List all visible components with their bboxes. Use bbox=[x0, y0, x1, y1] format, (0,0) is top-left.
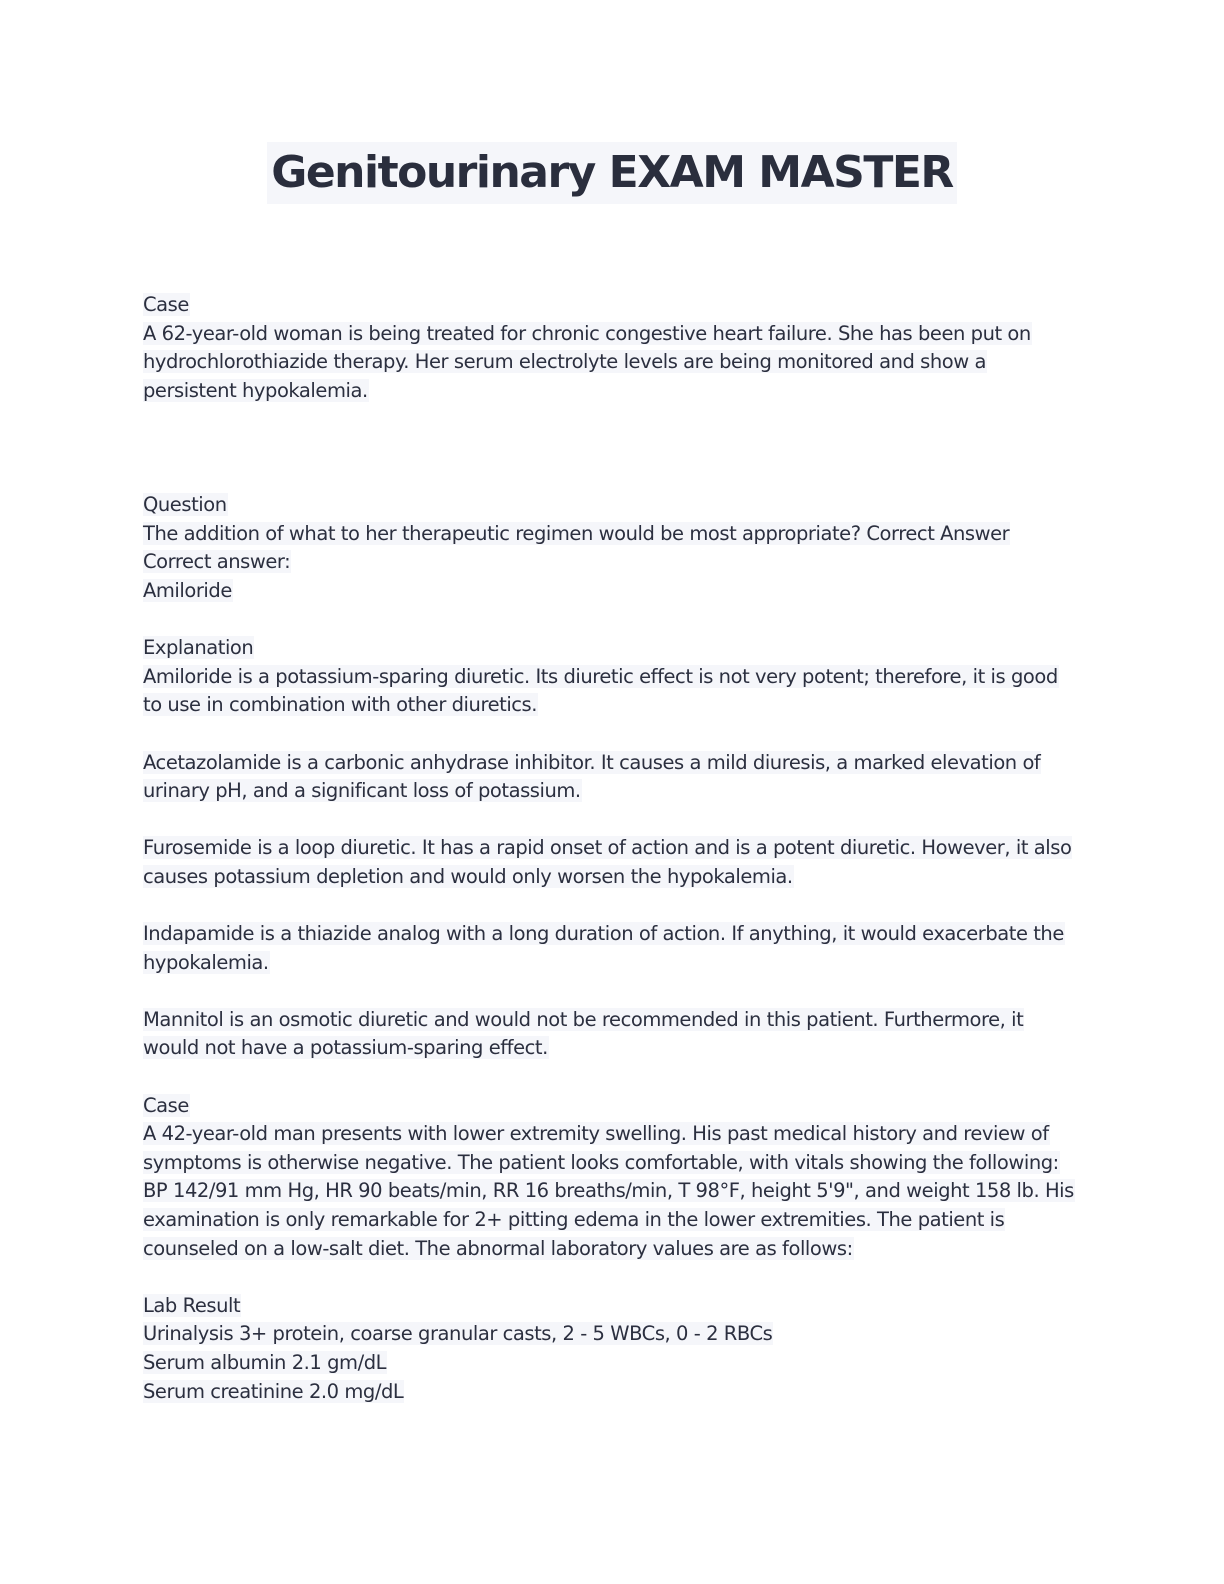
explanation-line: Indapamide is a thiazide analog with a long duration of action. If anything, it would exacerbate the bbox=[143, 922, 1064, 946]
explanation-line: Acetazolamide is a carbonic anhydrase inhibitor. It causes a mild diuresis, a marked elevation of bbox=[143, 750, 1041, 774]
case-text-line: BP 142/91 mm Hg, HR 90 beats/min, RR 16 breaths/min, T 98°F, height 5'9", and weight 158 lb. His bbox=[143, 1179, 1074, 1203]
explanation-line: Mannitol is an osmotic diuretic and would not be recommended in this patient. Furthermore, it bbox=[143, 1007, 1024, 1031]
case-label: Case bbox=[143, 1093, 189, 1117]
explanation-line: Amiloride is a potassium-sparing diuretic. Its diuretic effect is not very potent; therefore, it is good bbox=[143, 664, 1058, 688]
case-text-line: persistent hypokalemia. bbox=[143, 378, 368, 402]
explanation-paragraph bbox=[143, 663, 1083, 720]
case-section bbox=[143, 291, 1083, 405]
spacer bbox=[143, 405, 1083, 491]
case-text-line: hydrochlorothiazide therapy. Her serum electrolyte levels are being monitored and show a bbox=[143, 350, 987, 374]
case-text-line: A 62-year-old woman is being treated for chronic congestive heart failure. She has been put on bbox=[143, 321, 1031, 345]
correct-answer-label: Correct answer: bbox=[143, 550, 291, 574]
explanation-line: causes potassium depletion and would only worsen the hypokalemia. bbox=[143, 864, 793, 888]
spacer bbox=[143, 1263, 1083, 1292]
document-title: Genitourinary EXAM MASTER bbox=[267, 142, 957, 204]
case-text-line: symptoms is otherwise negative. The patient looks comfortable, with vitals showing the following: bbox=[143, 1150, 1059, 1174]
spacer bbox=[143, 806, 1083, 835]
explanation-paragraph bbox=[143, 834, 1083, 891]
lab-result-row: Serum creatinine 2.0 mg/dL bbox=[143, 1379, 404, 1403]
title-block bbox=[0, 142, 1224, 204]
case-label: Case bbox=[143, 293, 189, 316]
question-label: Question bbox=[143, 493, 227, 517]
correct-answer: Amiloride bbox=[143, 578, 232, 602]
question-section bbox=[143, 491, 1083, 605]
lab-results-header: Lab Result bbox=[143, 1293, 241, 1317]
spacer bbox=[143, 606, 1083, 635]
explanation-line: hypokalemia. bbox=[143, 950, 269, 974]
explanation-line: urinary pH, and a significant loss of potassium. bbox=[143, 779, 581, 803]
document-body bbox=[143, 291, 1083, 1406]
explanation-line: would not have a potassium-sparing effect. bbox=[143, 1036, 548, 1060]
lab-results-section bbox=[143, 1292, 1083, 1406]
explanation-paragraph bbox=[143, 749, 1083, 806]
case-text-line: counseled on a low-salt diet. The abnormal laboratory values are as follows: bbox=[143, 1236, 853, 1260]
case-text-line: examination is only remarkable for 2+ pitting edema in the lower extremities. The patient is bbox=[143, 1208, 1005, 1232]
lab-result-row: Serum albumin 2.1 gm/dL bbox=[143, 1350, 387, 1374]
question-text: The addition of what to her therapeutic regimen would be most appropriate? Correct Answer bbox=[143, 521, 1010, 545]
explanation-line: Furosemide is a loop diuretic. It has a rapid onset of action and is a potent diuretic. However, it also bbox=[143, 836, 1072, 860]
explanation-line: to use in combination with other diuretics. bbox=[143, 693, 538, 717]
explanation-paragraph bbox=[143, 920, 1083, 977]
spacer bbox=[143, 720, 1083, 749]
case-text-line: A 42-year-old man presents with lower extremity swelling. His past medical history and review of bbox=[143, 1122, 1049, 1146]
lab-result-row: Urinalysis 3+ protein, coarse granular casts, 2 - 5 WBCs, 0 - 2 RBCs bbox=[143, 1322, 773, 1346]
spacer bbox=[143, 1063, 1083, 1092]
explanation-section bbox=[143, 634, 1083, 1063]
case-section bbox=[143, 1092, 1083, 1264]
explanation-label: Explanation bbox=[143, 636, 254, 660]
spacer bbox=[143, 977, 1083, 1006]
spacer bbox=[143, 891, 1083, 920]
explanation-paragraph bbox=[143, 1006, 1083, 1063]
